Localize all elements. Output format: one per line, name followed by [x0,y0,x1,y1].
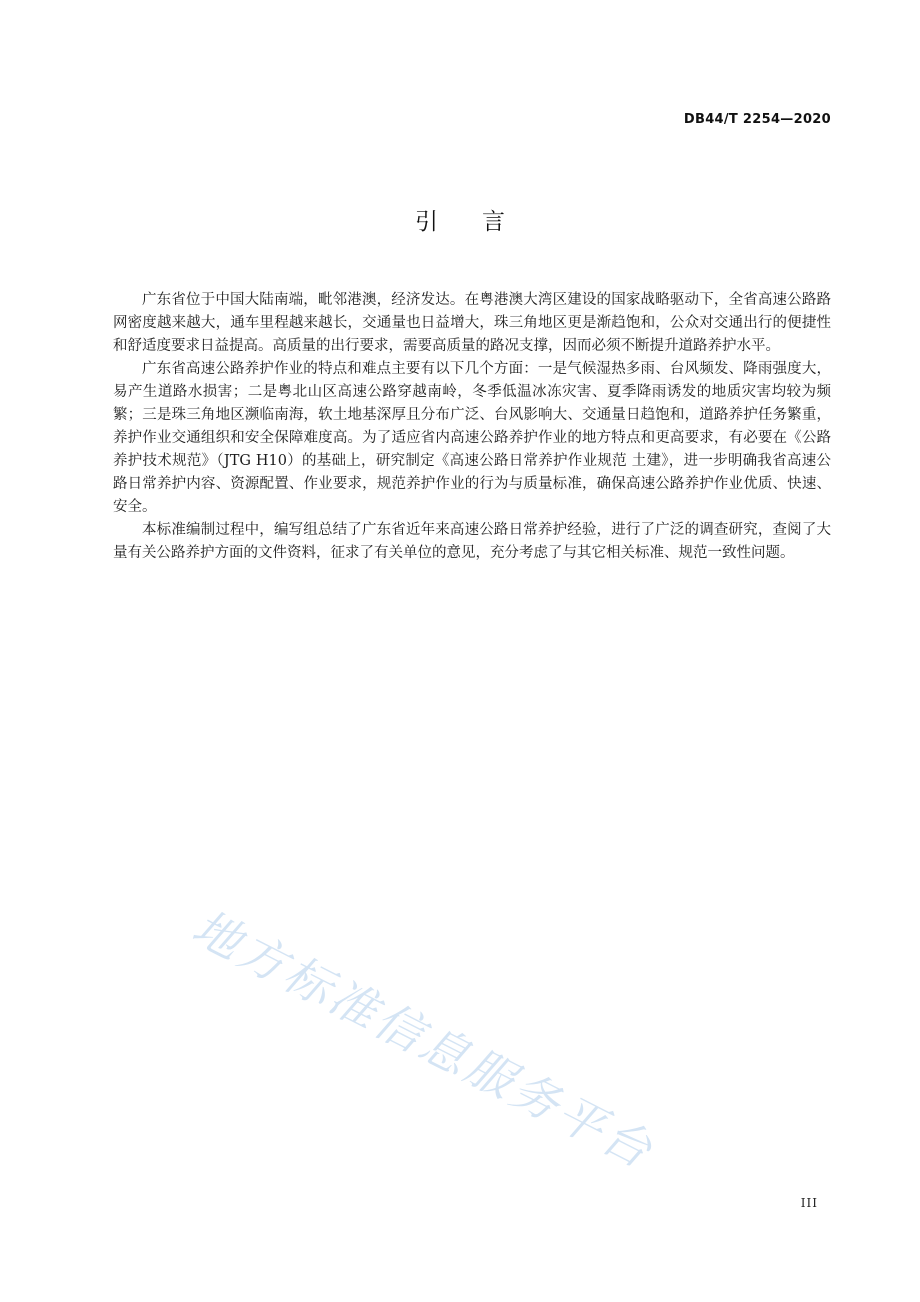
page-title: 引言 [415,209,549,235]
page-number: III [800,1196,818,1210]
paragraph: 本标准编制过程中，编写组总结了广东省近年来高速公路日常养护经验，进行了广泛的调查研究，查阅了大量有关公路养护方面的文件资料，征求了有关单位的意见，充分考虑了与其它相关标准、规范一致性问题。 [113,522,831,561]
paragraph: 广东省位于中国大陆南端，毗邻港澳，经济发达。在粤港澳大湾区建设的国家战略驱动下，全省高速公路路网密度越来越大，通车里程越来越长，交通量也日益增大，珠三角地区更是渐趋饱和，公众对交通出行的便捷性和舒适度要求日益提高。高质量的出行要求，需要高质量的路况支撑，因而必须不断提升道路养护水平。 [113,292,831,354]
body-text [113,289,831,565]
standard-code: DB44/T 2254—2020 [683,112,831,127]
paragraph: 广东省高速公路养护作业的特点和难点主要有以下几个方面：一是气候湿热多雨、台风频发、降雨强度大，易产生道路水损害；二是粤北山区高速公路穿越南岭，冬季低温冰冻灾害、夏季降雨诱发的地质灾害均较为频繁；三是珠三角地区濒临南海，软土地基深厚且分布广泛、台风影响大、交通量日趋饱和，道路养护任务繁重，养护作业交通组织和安全保障难度高。为了适应省内高速公路养护作业的地方特点和更高要求，有必要在《公路养护技术规范》（JTG H10）的基础上，研究制定《高速公路日常养护作业规范 土建》，进一步明确我省高速公路日常养护内容、资源配置、作业要求，规范养护作业的行为与质量标准，确保高速公路养护作业优质、快速、安全。 [113,361,831,515]
watermark: 地方标准信息服务平台 [183,899,663,1181]
